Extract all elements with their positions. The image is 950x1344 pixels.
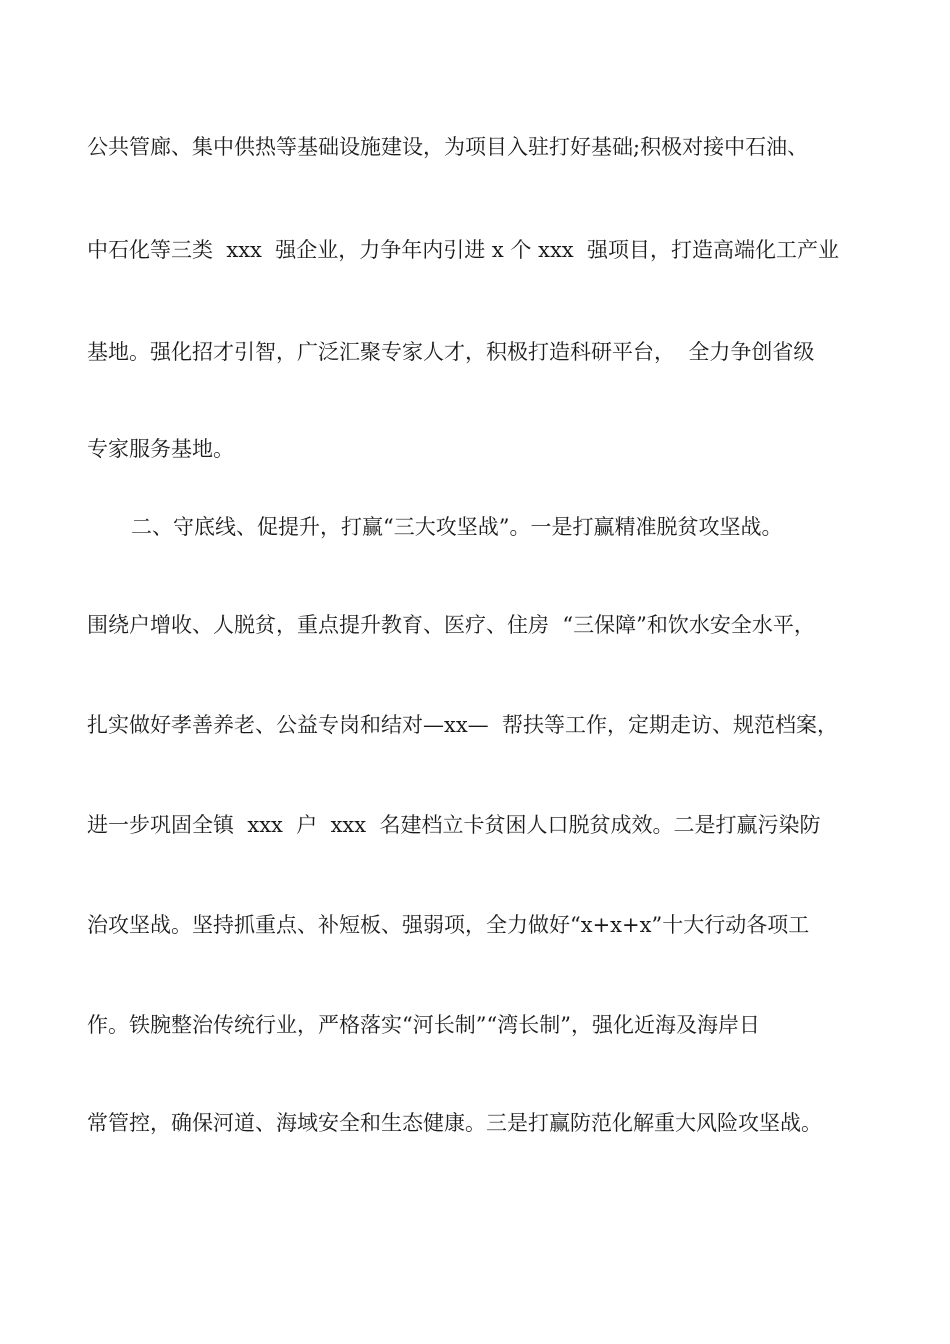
paragraph-line: 治攻坚战。坚持抓重点、补短板、强弱项，全力做好“x+x+x”十大行动各项工 (87, 913, 810, 937)
paragraph-line: 中石化等三类 xxx 强企业，力争年内引进 x 个 xxx 强项目，打造高端化工产业 (87, 238, 839, 262)
paragraph-line: 基地。强化招才引智，广泛汇聚专家人才，积极打造科研平台， 全力争创省级 (87, 340, 815, 364)
paragraph-line: 常管控，确保河道、海域安全和生态健康。三是打赢防范化解重大风险攻坚战。 (87, 1111, 822, 1135)
paragraph-line: 作。铁腕整治传统行业，严格落实“河长制”“湾长制”，强化近海及海岸日 (87, 1013, 760, 1037)
section-heading-line: 二、守底线、促提升，打赢“三大攻坚战”。一是打赢精准脱贫攻坚战。 (131, 515, 783, 539)
paragraph-line: 围绕户增收、人脱贫，重点提升教育、医疗、住房 “三保障”和饮水安全水平， (87, 613, 815, 637)
paragraph-line: 进一步巩固全镇 xxx 户 xxx 名建档立卡贫困人口脱贫成效。二是打赢污染防 (87, 813, 821, 837)
paragraph-line: 专家服务基地。 (87, 437, 234, 461)
paragraph-line: 公共管廊、集中供热等基础设施建设，为项目入驻打好基础;积极对接中石油、 (87, 135, 809, 159)
paragraph-line: 扎实做好孝善养老、公益专岗和结对—xx— 帮扶等工作，定期走访、规范档案， (87, 713, 839, 737)
